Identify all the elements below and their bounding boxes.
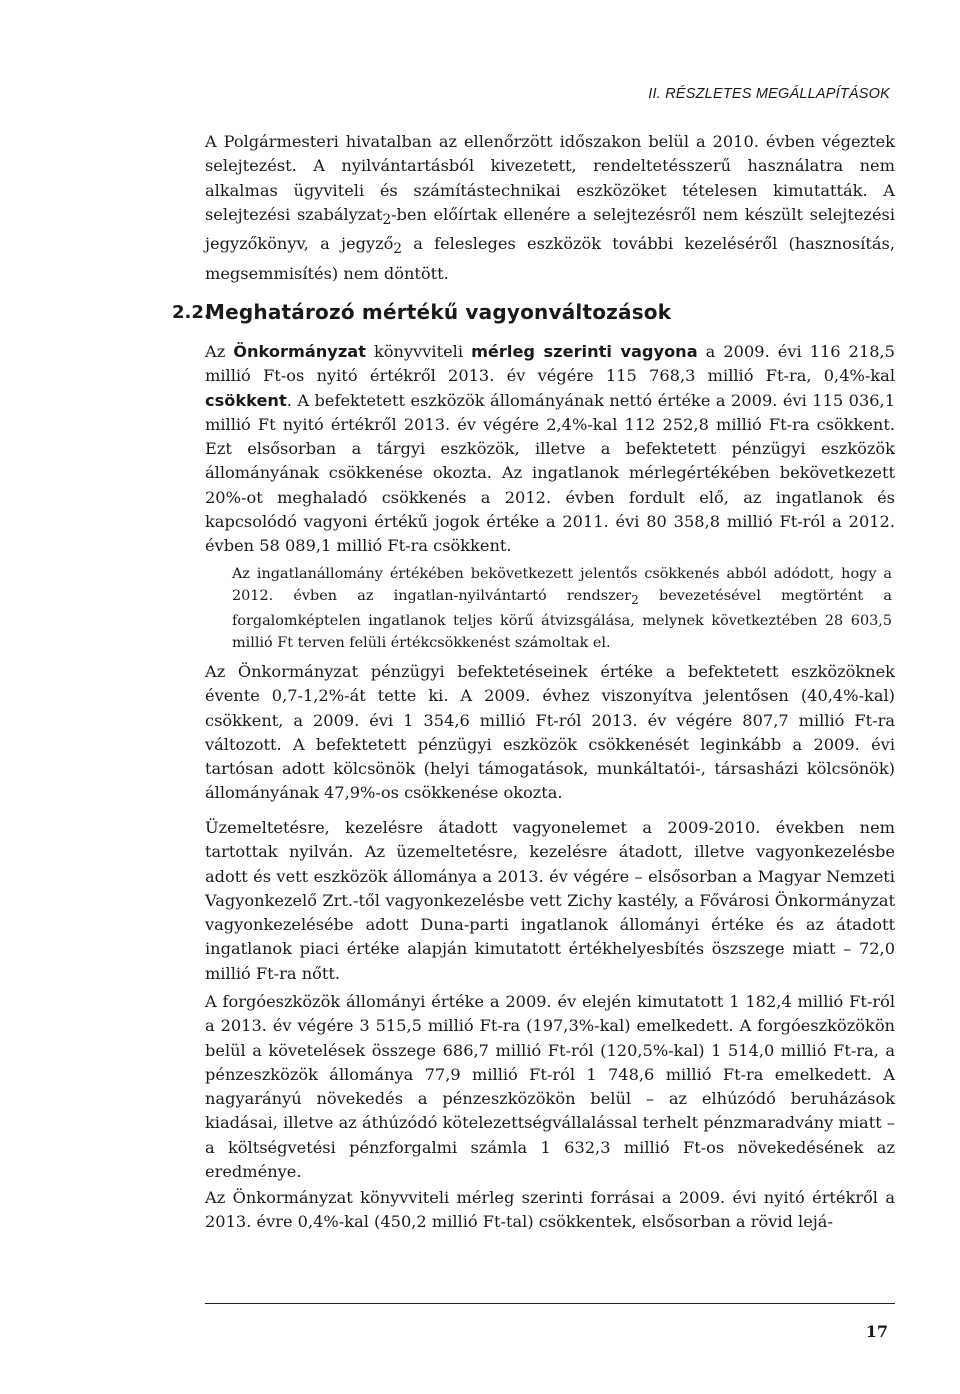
indented-note <box>232 564 892 654</box>
paragraph-vagyon <box>205 340 895 559</box>
bold-term: Önkormányzat <box>233 342 366 361</box>
running-header: II. RÉSZLETES MEGÁLLAPÍTÁSOK <box>648 86 890 102</box>
paragraph-text: a 2009. évi 116 218,5 millió Ft-os nyitó értékről 2013. év végére 115 768,3 millió Ft-ra, 0,4%-kal <box>205 342 895 386</box>
paragraph-selejtezes <box>205 130 895 286</box>
section-title: Meghatározó mértékű vagyonváltozások <box>205 300 672 324</box>
paragraph-text: a felesleges eszközök további kezeléséről (hasznosítás, megsemmisítés) nem döntött. <box>205 234 895 283</box>
footnote-subscript: 2 <box>393 241 402 258</box>
paragraph-forrasok: Az Önkormányzat könyvviteli mérleg szerinti forrásai a 2009. évi nyitó értékről a 2013. évre 0,4%-kal (450,2 millió Ft-tal) csökkentek, elsősorban a rövid lejá- <box>205 1188 895 1232</box>
paragraph-text: bevezetésével megtörtént a forgalomképtelen ingatlanok teljes körű átvizsgálása, melynek következtében 28 603,5 millió Ft terven felüli értékcsökkenést számoltak el. <box>232 587 892 651</box>
paragraph-text: -ben előírtak ellenére a selejtezésről nem készült selejtezési jegyzőkönyv, a jegyző <box>205 204 896 254</box>
paragraph-penzugyi-befektetesek: Az Önkormányzat pénzügyi befektetéseinek értéke a befektetett eszközöknek évente 0,7-1,2%-át tette ki. A 2009. évhez viszonyítva jelentősen (40,4%-kal) csökkent, a 2009. évi 1 354,6 millió Ft-ról 2013. év végére 807,7 millió Ft-ra változott. A befektetett pénzügyi eszközök csökkenését leginkább a 2009. évi tartósan adott kölcsönök (helyi támogatások, munkáltatói-, társasházi kölcsönök) állományának 47,9%-os csökkenése okozta. <box>205 662 895 803</box>
paragraph-text: A Polgármesteri hivatalban az ellenőrzött időszakon belül a 2010. évben végeztek selejtezést. A nyilvántartásból kivezetett, rendeltetésszerű használatra nem alkalmas ügyviteli és számítástechnikai eszközöket tételesen kimutatták. A selejtezési szabályzat <box>205 132 895 224</box>
section-number: 2.2. <box>172 302 211 323</box>
bold-term: csökkent <box>205 390 287 410</box>
paragraph-text: Az <box>205 342 234 361</box>
paragraph-forgoeszkozok: A forgóeszközök állományi értéke a 2009. év elején kimutatott 1 182,4 millió Ft-ról a 2013. év végére 3 515,5 millió Ft-ra (197,3%-kal) emelkedett. A forgóeszközökön belül a követelések összege 686,7 millió Ft-ról (120,5%-kal) 1 514,0 millió Ft-ra, a pénzeszközök állománya 77,9 millió Ft-ról 1 748,6 millió Ft-ra emelkedett. A nagyarányú növekedés a pénzeszközökön belül – az elhúzódó beruházások kiadásai, illetve az áthúzódó kötelezettségvállalással terhelt pénzmaradvány miatt – a költségvetési pénzforgalmi számla 1 632,3 millió Ft-os növekedésének az eredménye. <box>205 992 895 1182</box>
paragraph-uzemeltetes: Üzemeltetésre, kezelésre átadott vagyonelemet a 2009-2010. években nem tartottak nyilván. Az üzemeltetésre, kezelésre átadott, illetve vagyonkezelésbe adott és vett eszközök állománya a 2013. év végére – elsősorban a Magyar Nemzeti Vagyonkezelő Zrt.-től vagyonkezelésbe vett Zichy kastély, a Fővárosi Önkormányzat vagyonkezelésébe adott Duna-parti ingatlanok állományi értéke és az átadott ingatlanok piaci értéke alapján kimutatott értékhelyesbítés öszszege miatt – 72,0 millió Ft-ra nőtt. <box>205 818 895 983</box>
page-number: 17 <box>865 1322 888 1341</box>
paragraph-text: . A befektetett eszközök állományának nettó értéke a 2009. évi 115 036,1 millió Ft nyitó értékről 2013. év végére 2,4%-kal 112 252,8 millió Ft-ra csökkent. Ezt elsősorban a tárgyi eszközök, illetve a befektetett pénzügyi eszközök állományának csökkenése okozta. Az ingatlanok mérlegértékében bekövetkezett 20%-ot meghaladó csökkenés a 2012. évben fordult elő, az ingatlanok és kapcsolódó vagyoni értékű jogok értéke a 2011. évi 80 358,8 millió Ft-ról a 2012. évben 58 089,1 millió Ft-ra csökkent. <box>205 390 895 556</box>
paragraph-text: Az ingatlanállomány értékében bekövetkezett jelentős csökkenés abból adódott, hogy a 2012. évben az ingatlan-nyilvántartó rendszer <box>232 566 892 604</box>
footnote-subscript: 2 <box>382 212 392 229</box>
footer-divider <box>205 1303 895 1304</box>
paragraph-text: könyvviteli <box>365 342 472 361</box>
footnote-subscript: 2 <box>631 592 639 607</box>
bold-term: mérleg szerinti vagyona <box>471 342 698 361</box>
